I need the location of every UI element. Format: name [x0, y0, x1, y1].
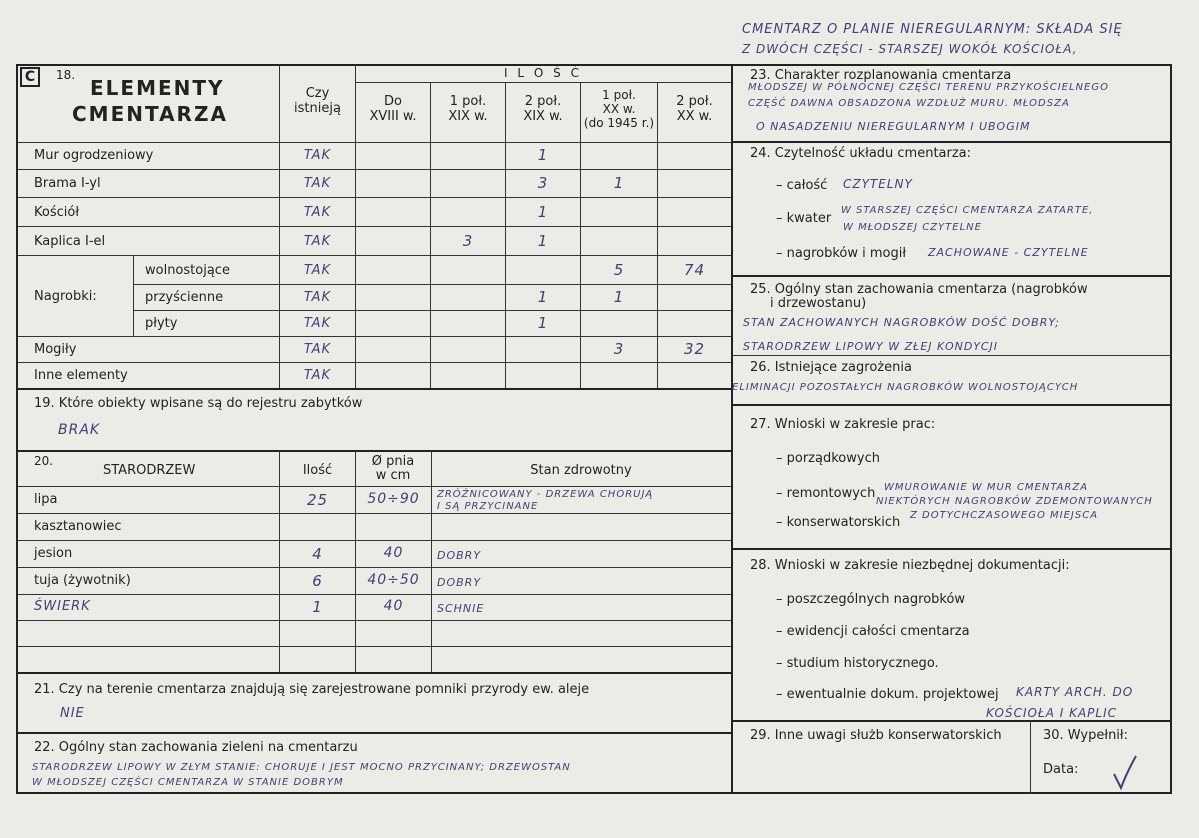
s21-question: 21. Czy na terenie cmentarza znajdują się zarejestrowane pomniki przyrody ew. aleje [34, 682, 590, 697]
s26-question: 26. Istniejące zagrożenia [750, 360, 912, 375]
tree-name-thuja: tuja (żywotnik) [34, 573, 131, 588]
s22-answer-2: W MŁODSZEJ CZĘŚCI CMENTARZA W STANIE DOBRYM [32, 777, 344, 788]
tree-diam-ash: 40 [383, 545, 404, 561]
s28-question: 28. Wnioski w zakresie niezbędnej dokumentacji: [750, 558, 1070, 573]
tree-qty-lime: 25 [306, 491, 329, 509]
row-label-chapel: Kaplica I-el [34, 234, 106, 249]
tree-name-spruce: ŚWIERK [34, 599, 91, 614]
s25-question: 25. Ogólny stan zachowania cmentarza (nagrobków i drzewostanu) [750, 282, 1088, 311]
row-label-graves: Mogiły [34, 342, 77, 357]
s25-answer-1: STAN ZACHOWANYCH NAGROBKÓW DOŚĆ DOBRY; [743, 316, 1060, 329]
count-chapel-p3: 1 [537, 232, 549, 250]
s18-number: 18. [56, 68, 76, 82]
row-label-gravestones: Nagrobki: [34, 289, 97, 304]
count-gate-p3: 3 [537, 174, 549, 192]
exists-gate: TAK [303, 176, 332, 191]
tree-health-lime-1: ZRÓŻNICOWANY - DRZEWA CHORUJĄ [437, 489, 654, 500]
exists-wall-mounted: TAK [303, 290, 332, 305]
header-note-line-1: CMENTARZ O PLANIE NIEREGULARNYM: SKŁADA SIĘ [742, 22, 1123, 37]
tree-health-lime-2: I SĄ PRZYCINANE [437, 501, 539, 512]
s24-quarters-label: – kwater [776, 211, 832, 226]
s24-quarters-1: W STARSZEJ CZĘŚCI CMENTARZA ZATARTE, [841, 205, 1094, 216]
s21-answer: NIE [60, 706, 85, 721]
count-freestanding-p5: 74 [683, 261, 706, 279]
s20-header-qty: Ilość [302, 463, 333, 478]
s19-answer: BRAK [58, 422, 101, 438]
s27-question: 27. Wnioski w zakresie prac: [750, 417, 936, 432]
period-header-3: 2 poł. XIX w. [523, 94, 563, 124]
tree-diam-lime: 50÷90 [367, 491, 420, 507]
s20-header-name: STARODRZEW [103, 463, 196, 478]
tree-qty-thuja: 6 [312, 572, 323, 590]
s24-whole: CZYTELNY [843, 177, 913, 191]
s24-quarters-2: W MŁODSZEJ CZYTELNE [843, 222, 982, 233]
s23-answer-3: O NASADZENIU NIEREGULARNYM I UBOGIM [756, 120, 1031, 133]
tree-health-ash: DOBRY [437, 549, 482, 562]
col-exists-header: Czy istnieją [294, 86, 341, 116]
s28-design-answer-2: KOŚCIOŁA I KAPLIC [986, 706, 1118, 720]
count-freestanding-p4: 5 [613, 261, 625, 279]
s27-repair: – remontowych [776, 486, 876, 501]
row-label-church: Kościół [34, 205, 80, 220]
exists-chapel: TAK [303, 234, 332, 249]
exists-church: TAK [303, 205, 332, 220]
count-wall-p3: 1 [537, 146, 549, 164]
s18-title-2: CMENTARZA [72, 102, 228, 126]
s28-item-2: – ewidencji całości cmentarza [776, 624, 970, 639]
header-note-line-2: Z DWÓCH CZĘŚCI - STARSZEJ WOKÓŁ KOŚCIOŁA, [742, 42, 1078, 56]
checkmark-icon [1110, 752, 1140, 792]
tree-name-lime: lipa [34, 492, 58, 507]
s22-question: 22. Ogólny stan zachowania zieleni na cmentarzu [34, 740, 358, 755]
count-gate-p4: 1 [613, 174, 625, 192]
s28-design-answer-1: KARTY ARCH. DO [1016, 685, 1134, 699]
count-slabs-p3: 1 [537, 314, 549, 332]
s18-title-1: ELEMENTY [90, 76, 225, 100]
exists-slabs: TAK [303, 316, 332, 331]
section-letter-box: C [20, 67, 40, 87]
row-label-slabs: płyty [145, 316, 178, 331]
s30-date-label: Data: [1043, 762, 1079, 777]
count-wall-mounted-p3: 1 [537, 288, 549, 306]
s28-item-3: – studium historycznego. [776, 656, 939, 671]
tree-qty-ash: 4 [312, 545, 323, 563]
row-label-wall-mounted: przyścienne [145, 290, 224, 305]
tree-qty-spruce: 1 [312, 598, 323, 616]
count-chapel-p2: 3 [462, 232, 474, 250]
s24-graves-label: – nagrobków i mogił [776, 246, 907, 261]
period-header-2: 1 poł. XIX w. [448, 94, 488, 124]
s25-answer-2: STARODRZEW LIPOWY W ZŁEJ KONDYCJI [743, 340, 998, 353]
tree-health-thuja: DOBRY [437, 576, 482, 589]
s24-question: 24. Czytelność układu cmentarza: [750, 146, 972, 161]
s30-question: 30. Wypełnił: [1043, 728, 1128, 743]
s27-cons-answer-2: Z DOTYCHCZASOWEGO MIEJSCA [910, 510, 1099, 521]
ilosc-header: I L O Ś Ć [504, 66, 582, 80]
tree-name-ash: jesion [34, 546, 73, 561]
s20-header-health: Stan zdrowotny [530, 463, 632, 478]
s26-answer: ELIMINACJI POZOSTAŁYCH NAGROBKÓW WOLNOSTOJĄCYCH [732, 382, 1079, 393]
tree-name-chestnut: kasztanowiec [34, 519, 122, 534]
s23-question: 23. Charakter rozplanowania cmentarza [750, 68, 1012, 83]
row-label-gate: Brama I-yl [34, 176, 101, 191]
s20-number: 20. [34, 454, 54, 468]
s20-header-diam: Ø pnia w cm [371, 454, 415, 483]
period-header-5: 2 poł. XX w. [676, 94, 713, 124]
s24-graves: ZACHOWANE - CZYTELNE [928, 246, 1089, 259]
s27-repair-answer: WMUROWANIE W MUR CMENTARZA [884, 482, 1089, 493]
exists-other: TAK [303, 368, 332, 383]
row-label-freestanding: wolnostojące [145, 263, 230, 278]
s23-answer-1: MŁODSZEJ W PÓŁNOCNEJ CZĘŚCI TERENU PRZYKOŚCIELNEGO [748, 82, 1109, 93]
tree-diam-spruce: 40 [383, 598, 404, 614]
s29-question: 29. Inne uwagi służb konserwatorskich [750, 728, 1002, 743]
s22-answer-1: STARODRZEW LIPOWY W ZŁYM STANIE: CHORUJE I JEST MOCNO PRZYCINANY; DRZEWOSTAN [32, 762, 571, 773]
s28-item-1: – poszczególnych nagrobków [776, 592, 966, 607]
s19-question: 19. Które obiekty wpisane są do rejestru zabytków [34, 396, 363, 411]
s24-whole-label: – całość [776, 178, 828, 193]
period-header-1: Do XVIII w. [369, 94, 417, 124]
s27-cons-answer-1: NIEKTÓRYCH NAGROBKÓW ZDEMONTOWANYCH [876, 496, 1153, 507]
s27-order: – porządkowych [776, 451, 880, 466]
count-church-p3: 1 [537, 203, 549, 221]
row-label-other: Inne elementy [34, 368, 128, 383]
s23-answer-2: CZĘŚĆ DAWNA OBSADZONA WZDŁUŻ MURU. MŁODSZA [748, 98, 1070, 109]
exists-freestanding: TAK [303, 263, 332, 278]
s27-conservation: – konserwatorskich [776, 515, 901, 530]
row-label-wall: Mur ogrodzeniowy [34, 148, 154, 163]
period-header-4: 1 poł. XX w. (do 1945 r.) [583, 88, 655, 130]
count-graves-p5: 32 [683, 340, 706, 358]
tree-diam-thuja: 40÷50 [367, 572, 420, 588]
s28-design: – ewentualnie dokum. projektowej [776, 687, 999, 702]
exists-graves: TAK [303, 342, 332, 357]
count-wall-mounted-p4: 1 [613, 288, 625, 306]
count-graves-p4: 3 [613, 340, 625, 358]
exists-wall: TAK [303, 148, 332, 163]
tree-health-spruce: SCHNIE [437, 602, 485, 615]
